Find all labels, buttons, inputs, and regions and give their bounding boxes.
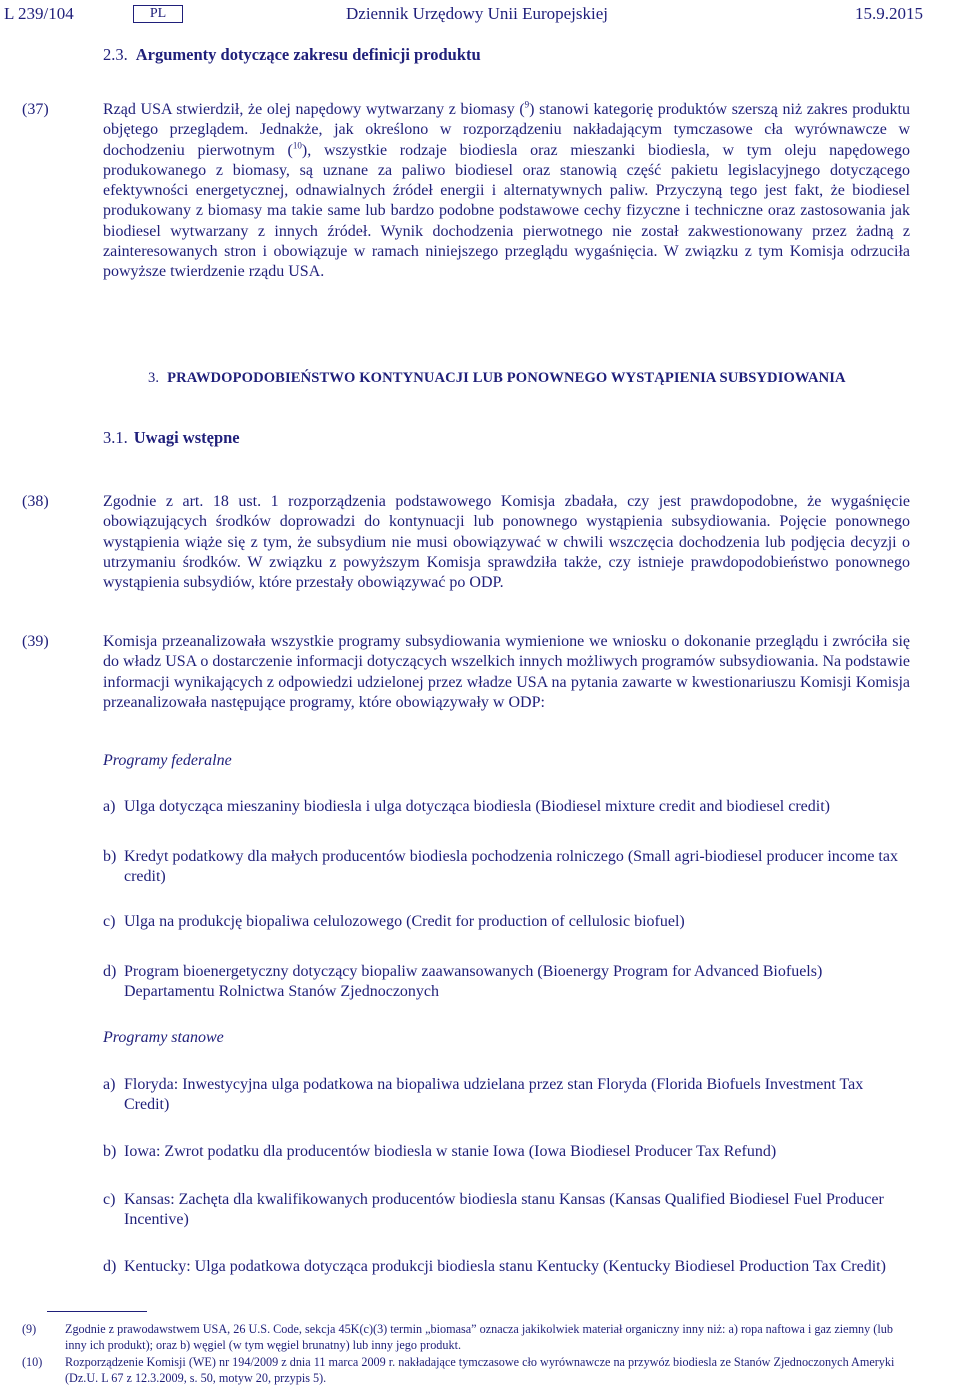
paragraph-39: Komisja przeanalizowała wszystkie programy subsydiowania wymienione we wniosku o dokonanie przeglądu i zwróciła się do władz USA o dostarczenie informacji dotyczących wszelkich innych możliwych programów subsydiowania. Na podstawie informacji wynikających z odpowiedzi udzielonej przez władze USA na pytania zawarte w kwestionariuszu Komisji Komisja przeanalizowała następujące programy, które obowiązywały w ODP: [103,633,910,711]
list-item-label: b) [103,848,117,865]
list-item-text: Iowa: Zwrot podatku dla producentów biodiesla w stanie Iowa (Iowa Biodiesel Producer Tax Refund) [124,1143,777,1160]
list-item-label: b) [103,1143,117,1160]
paragraph-37-text-c: ), wszystkie rodzaje biodiesla oraz mieszanki biodiesla, w tym oleju napędowego produkowanego z biomasy, są uznane za paliwo biodiesel oraz stanowią część pakietu legislacyjnego dotyczącego efektywności energetycznej, odnawialnych źródeł energii i alternatywnych paliw. Przyczyną tego jest fakt, że biodiesel produkowany z biomasy ma takie same lub bardzo podobne podstawowe cechy fizyczne i techniczne oraz zastosowania jak biodiesel wytwarzany z innych źródeł. Wynik dochodzenia pierwotnego nie został zakwestionowany przez żadną z zainteresowanych stron i obowiązuje w ramach niniejszego przeglądu wygaśnięcia. W związku z tym Komisja odrzuciła powyższe twierdzenie rządu USA. [103,141,910,281]
page-reference: L 239/104 [4,4,74,23]
list-item-label: c) [103,913,116,930]
list-item-text: Ulga na produkcję biopaliwa celulozowego (Credit for production of cellulosic biofuel) [124,913,685,930]
list-item-text: Kredyt podatkowy dla małych producentów biodiesla pochodzenia rolniczego (Small agri-biodiesel producer income tax credit) [124,848,898,886]
publication-date: 15.9.2015 [855,4,923,23]
list-item-label: d) [103,963,117,980]
list-item-text: Kentucky: Ulga podatkowa dotycząca produkcji biodiesla stanu Kentucky (Kentucky Biodiesel Production Tax Credit) [124,1258,886,1275]
list-item-text: Ulga dotycząca mieszaniny biodiesla i ulga dotycząca biodiesla (Biodiesel mixture credit and biodiesel credit) [124,798,830,815]
paragraph-number-37: (37) [22,101,49,118]
section-heading-3-1 [103,428,240,448]
page-header [0,0,960,28]
list-item [103,797,910,817]
section-heading-2-3 [103,45,481,65]
footnote-9 [22,1322,912,1353]
list-item [103,1075,910,1116]
list-item [103,847,910,888]
section-number: 2.3. [103,45,128,64]
list-item-label: a) [103,1076,116,1093]
list-item-text: Floryda: Inwestycyjna ulga podatkowa na biopaliwa udzielana przez stan Floryda (Florida Biofuels Investment Tax Credit) [124,1076,864,1114]
footnote-ref-10[interactable]: 10 [292,140,302,151]
paragraph-37-text-a: Rząd USA stwierdził, że olej napędowy wytwarzany z biomasy ( [103,101,525,118]
list-item [103,962,910,1003]
federal-programs-heading: Programy federalne [103,752,232,769]
footnote-number: (9) [22,1322,37,1336]
list-item [103,1190,910,1231]
state-programs-heading: Programy stanowe [103,1029,224,1046]
list-item-label: a) [103,798,116,815]
paragraph-37 [103,100,910,283]
list-item-text: Program bioenergetyczny dotyczący biopaliw zaawansowanych (Bioenergy Program for Advanced Biofuels) Departamentu Rolnictwa Stanów Zjednoczonych [124,963,823,1001]
footnote-10 [22,1355,912,1386]
footnote-number: (10) [22,1355,43,1369]
list-item [103,1257,910,1277]
list-item [103,1142,910,1162]
language-badge: PL [133,5,183,23]
section-heading-3 [148,370,846,387]
list-item-label: c) [103,1191,116,1208]
footnote-text: Rozporządzenie Komisji (WE) nr 194/2009 z dnia 11 marca 2009 r. nakładające tymczasowe cło wyrównawcze na przywóz biodiesla ze Stanów Zjednoczonych Ameryki (Dz.U. L 67 z 12.3.2009, s. 50, motyw 20, przypis 5). [65,1355,895,1385]
section-title: Argumenty dotyczące zakresu definicji produktu [135,45,481,64]
list-item-text: Kansas: Zachęta dla kwalifikowanych producentów biodiesla stanu Kansas (Kansas Qualified Biodiesel Fuel Producer Incentive) [124,1191,884,1229]
footnote-separator [47,1311,147,1312]
footnote-ref-9[interactable]: 9 [524,99,530,110]
footnote-text: Zgodnie z prawodawstwem USA, 26 U.S. Code, sekcja 45K(c)(3) termin „biomasa” oznacza jakikolwiek materiał organiczny inny niż: a) ropa naftowa i gaz ziemny (lub inny ich produkt); oraz b) węgiel (w tym węgiel brunatny) lub inny jego produkt. [65,1322,893,1352]
section-number: 3.1. [103,428,128,447]
paragraph-number-39: (39) [22,633,49,650]
section-title: PRAWDOPODOBIEŃSTWO KONTYNUACJI LUB PONOWNEGO WYSTĄPIENIA SUBSYDIOWANIA [167,370,846,386]
section-title: Uwagi wstępne [133,428,240,447]
list-item-label: d) [103,1258,117,1275]
paragraph-number-38: (38) [22,493,49,510]
section-number: 3. [148,370,160,386]
paragraph-37-text-b: ) stanowi kategorię produktów szerszą niż zakres produktu objętego przeglądem. Jednakże, jak określono w rozporządzeniu nakładającym tymczasowe cła wyrównawcze w dochodzeniu pierwotnym ( [103,101,910,159]
paragraph-38: Zgodnie z art. 18 ust. 1 rozporządzenia podstawowego Komisja zbadała, czy jest prawdopodobne, że wygaśnięcie obowiązujących środków doprowadzi do kontynuacji lub ponownego wystąpienia subsydiowania. Pojęcie ponownego wystąpienia wiąże się z tym, że subsydium nie musi obowiązywać w chwili wszczęcia dochodzenia lub podjęcia decyzji o utrzymaniu środków. W związku z powyższym Komisja sprawdziła także, czy istnieje prawdopodobieństwo ponownego wystąpienia subsydiów, które przestały obowiązywać po ODP. [103,493,910,592]
journal-title: Dziennik Urzędowy Unii Europejskiej [346,4,609,23]
list-item [103,912,910,932]
